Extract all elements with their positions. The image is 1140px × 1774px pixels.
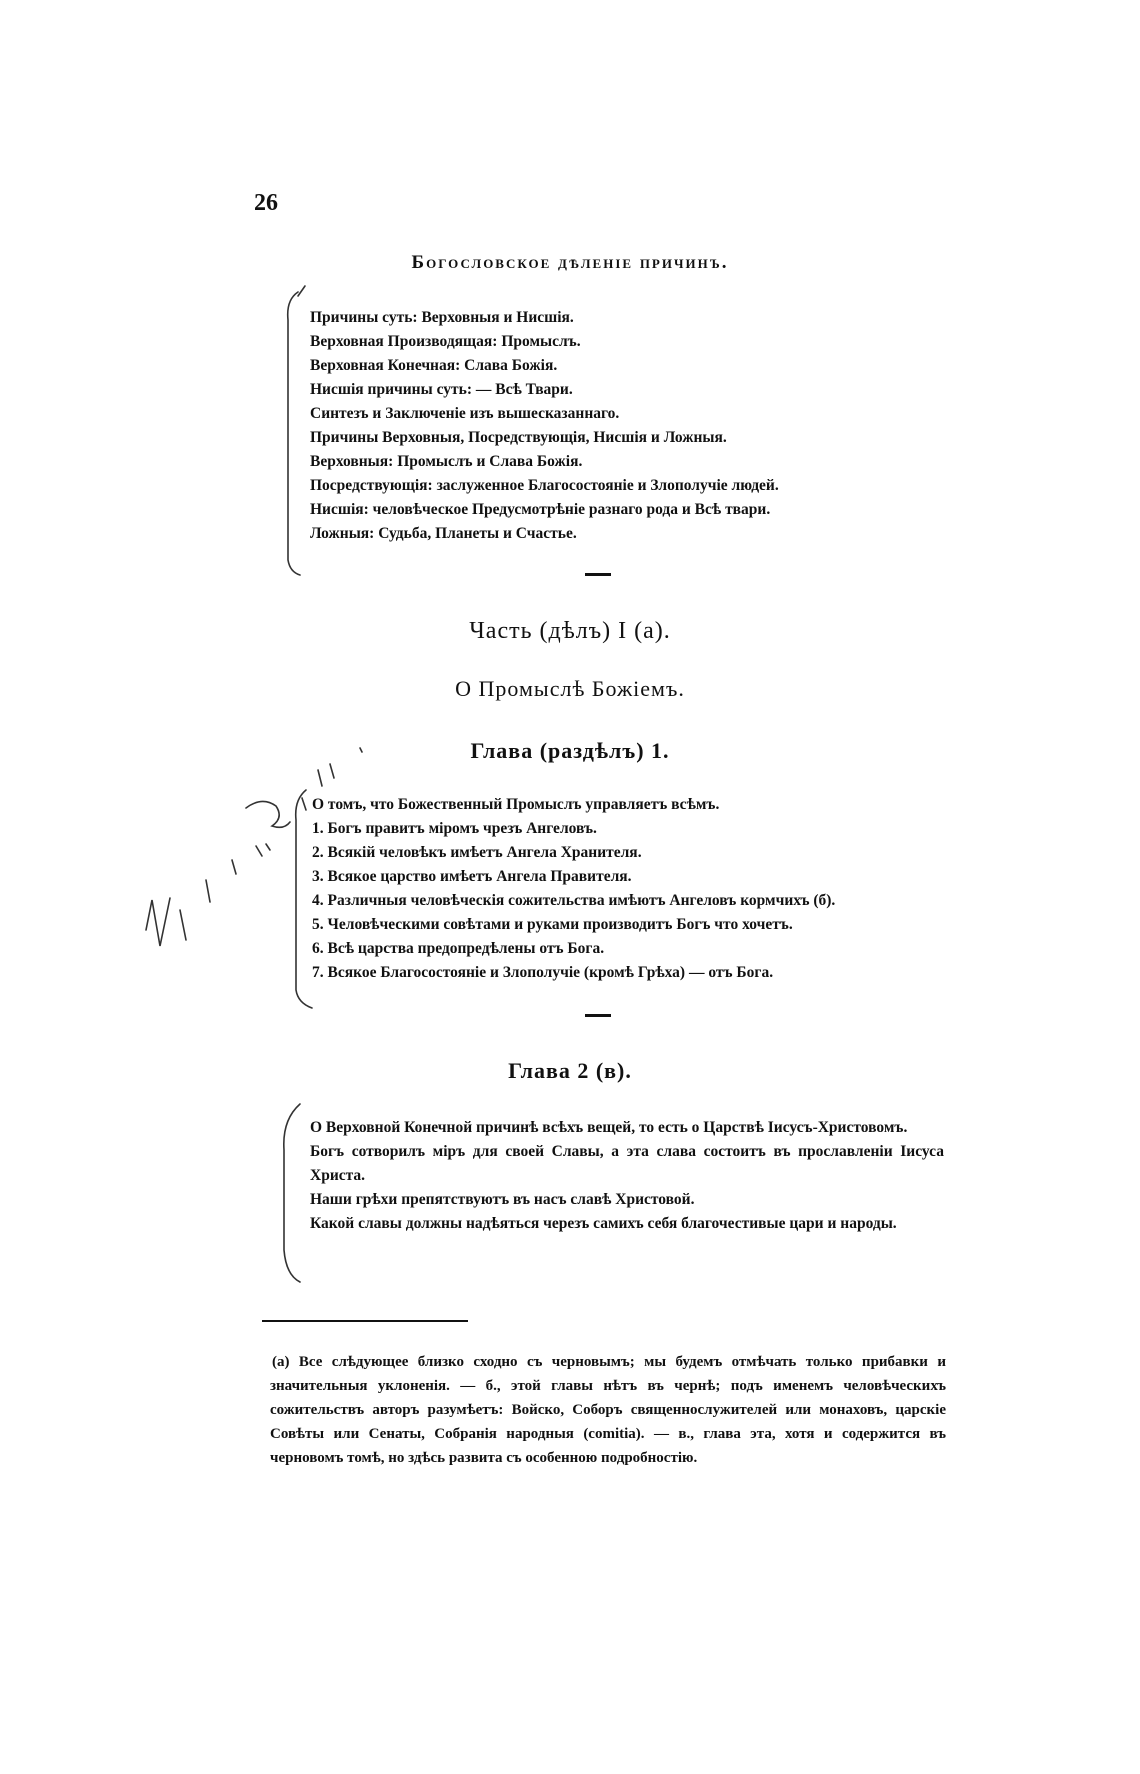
- section-divider: [585, 573, 611, 576]
- list-item: 7. Всякое Благосостояніе и Злополучіе (кромѣ Грѣха) — отъ Бога.: [312, 964, 774, 981]
- chapter-2-list: [310, 1116, 944, 1236]
- list-item: Нисшія: человѣческое Предусмотрѣніе разнаго рода и Всѣ твари.: [310, 501, 771, 518]
- part-subtitle: О Промыслѣ Божіемъ.: [455, 676, 685, 701]
- list-item: Нисшія причины суть: — Всѣ Твари.: [310, 381, 573, 398]
- list-item: Синтезъ и Заключеніе изъ вышесказаннаго.: [310, 405, 620, 422]
- bracket-mark: [288, 292, 300, 575]
- list-item: 5. Человѣческими совѣтами и руками производитъ Богъ что хочетъ.: [312, 916, 793, 933]
- footnote-rule: [262, 1320, 468, 1322]
- list-item: Ложныя: Судьба, Планеты и Счастье.: [310, 525, 577, 542]
- chapter-2-heading: Глава 2 (в).: [508, 1058, 632, 1083]
- bracket-mark: [284, 1104, 300, 1282]
- list-item: 3. Всякое царство имѣетъ Ангела Правителя.: [312, 868, 632, 885]
- page-number: 26: [254, 190, 278, 216]
- list-item: О Верховной Конечной причинѣ всѣхъ вещей, то есть о Царствѣ Іисусъ-Христовомъ.: [310, 1119, 908, 1136]
- list-item: Какой славы должны надѣяться черезъ самихъ себя благочестивые цари и народы.: [310, 1215, 897, 1232]
- list-item: Причины суть: Верховныя и Нисшія.: [310, 309, 574, 326]
- bracket-mark: [296, 790, 312, 1008]
- footnote: (а) Все слѣдующее близко сходно съ черновымъ; мы будемъ отмѣчать только прибавки и значительныя уклоненія. — б., этой главы нѣтъ въ чернѣ; подъ именемъ человѣческихъ сожительствъ авторъ разумѣетъ: Войско, Соборъ священнослужителей или монаховъ, царскіе Совѣты или Сенаты, Собранія народныя (comitia). — в., глава эта, хотя и содержится въ черновомъ томѣ, но здѣсь развита съ особенною подробностію.: [270, 1354, 946, 1466]
- list-item: Верховная Конечная: Слава Божія.: [310, 357, 558, 374]
- chapter-1-list: [312, 793, 835, 985]
- list-item: 6. Всѣ царства предопредѣлены отъ Бога.: [312, 940, 605, 957]
- division-list: [310, 306, 779, 546]
- list-item: 2. Всякій человѣкъ имѣетъ Ангела Хранителя.: [312, 844, 642, 861]
- list-item: Верховная Производящая: Промыслъ.: [310, 333, 581, 350]
- part-heading: Часть (дѣлъ) I (а).: [469, 618, 671, 644]
- list-item: Наши грѣхи препятствуютъ въ насъ славѣ Христовой.: [310, 1191, 695, 1208]
- division-heading: Богословское дѣленіе причинъ.: [411, 252, 729, 273]
- list-item: 1. Богъ правитъ міромъ чрезъ Ангеловъ.: [312, 820, 597, 837]
- section-divider: [585, 1014, 611, 1017]
- chapter-1-heading: Глава (раздѣлъ) 1.: [470, 738, 670, 763]
- list-item: Посредствующія: заслуженное Благосостояніе и Злополучіе людей.: [310, 477, 779, 494]
- list-item: О томъ, что Божественный Промыслъ управляетъ всѣмъ.: [312, 796, 720, 813]
- list-item: Причины Верховныя, Посредствующія, Нисшія и Ложныя.: [310, 429, 727, 446]
- list-item: Верховныя: Промыслъ и Слава Божія.: [310, 453, 583, 470]
- list-item: 4. Различныя человѣческія сожительства имѣютъ Ангеловъ кормчихъ (б).: [312, 892, 836, 909]
- list-item: Богъ сотворилъ міръ для своей Славы, а эта слава состоитъ въ прославленіи Іисуса Христа.: [310, 1143, 944, 1184]
